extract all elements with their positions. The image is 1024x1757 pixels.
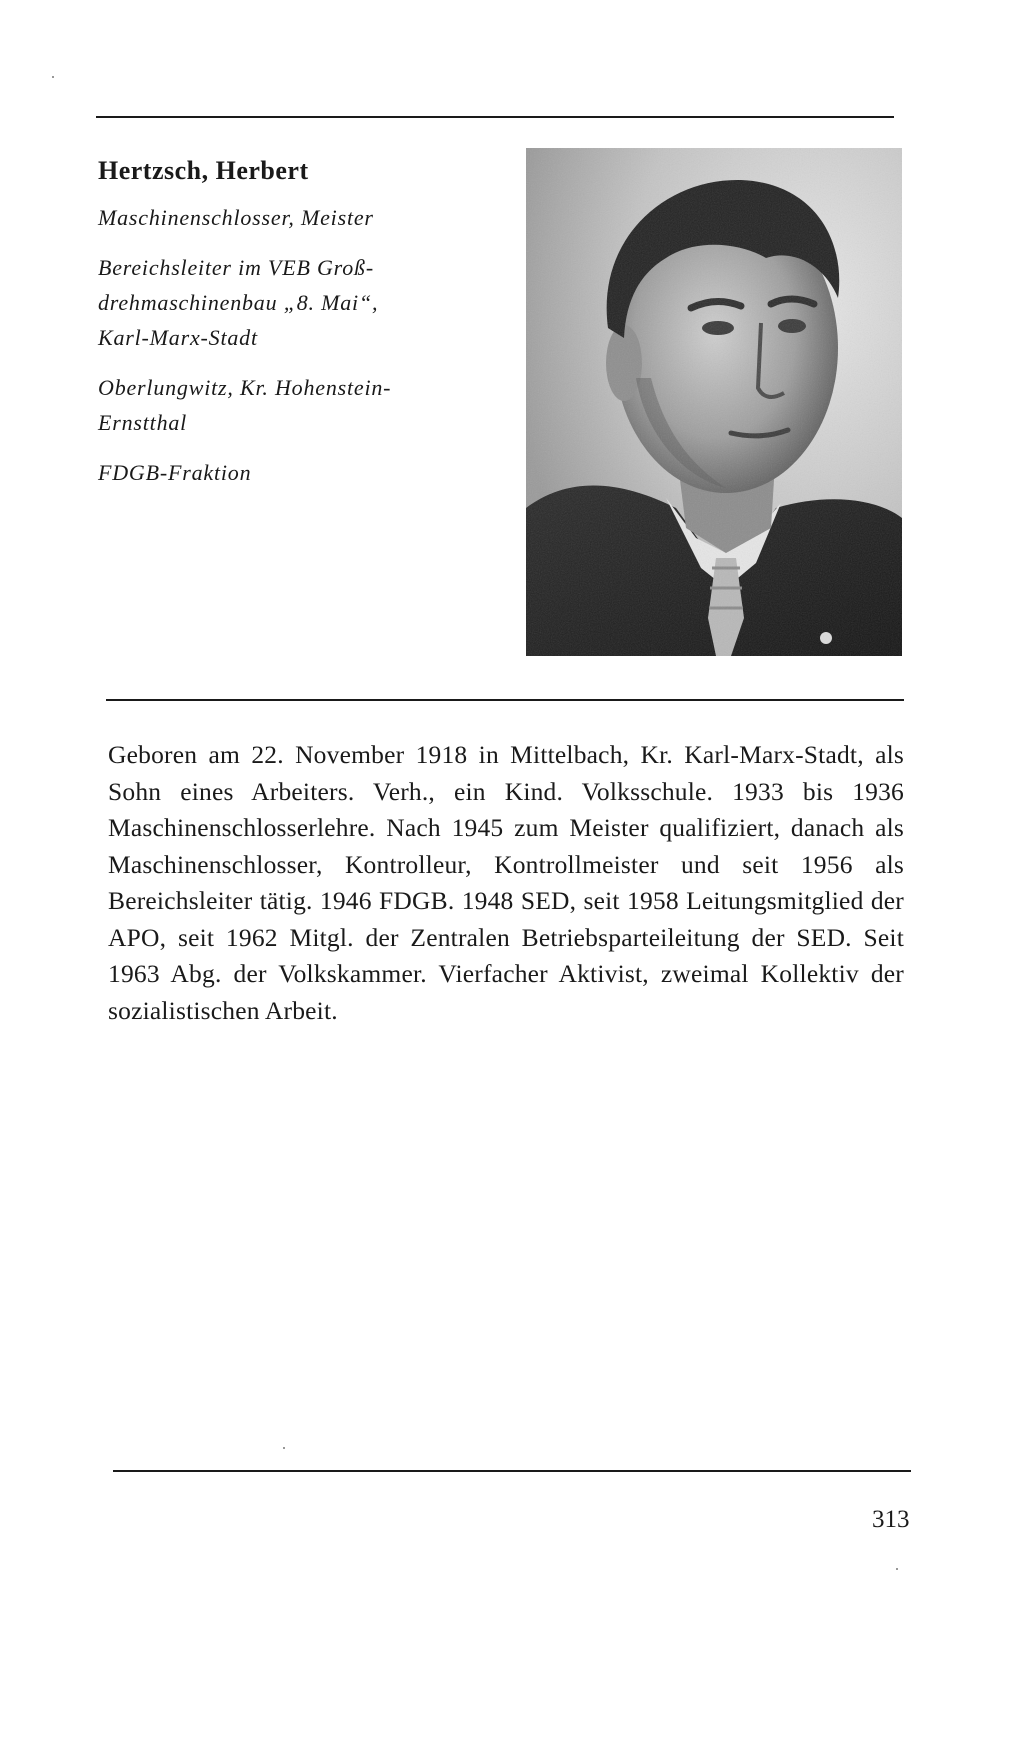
page-number: 313 [872,1506,910,1533]
paper-speck [52,76,54,78]
paper-speck [896,1568,898,1570]
portrait-photo [526,148,902,656]
top-divider [96,116,894,118]
entry-position-line: Karl-Marx-Stadt [98,325,258,350]
middle-divider [106,699,904,701]
entry-profession: Maschinenschlosser, Meister [98,205,374,230]
entry-place-line: Ernstthal [98,410,188,435]
entry-position-line: Bereichsleiter im VEB Groß- [98,255,374,280]
bottom-divider [113,1470,911,1472]
entry-place-line: Oberlungwitz, Kr. Hohenstein- [98,375,392,400]
portrait-illustration [526,148,902,656]
paper-speck [283,1447,285,1449]
entry-position-line: drehmaschinenbau „8. Mai“, [98,290,379,315]
entry-faction: FDGB-Fraktion [98,460,252,485]
biography-paragraph: Geboren am 22. November 1918 in Mittelbach, Kr. Karl-Marx-Stadt, als Sohn eines Arbeiters. Verh., ein Kind. Volksschule. 1933 bis 1936 Maschinenschlosserlehre. Nach 1945 zum Meister qualifiziert, danach als Maschinenschlosser, Kontrolleur, Kontrollmeister und seit 1956 als Bereichsleiter tätig. 1946 FDGB. 1948 SED, seit 1958 Leitungsmitglied der APO, seit 1962 Mitgl. der Zentralen Betriebsparteileitung der SED. Seit 1963 Abg. der Volkskammer. Vierfacher Aktivist, zweimal Kollektiv der sozialistischen Arbeit. [108,740,904,1025]
entry-name: Hertzsch, Herbert [98,156,309,185]
